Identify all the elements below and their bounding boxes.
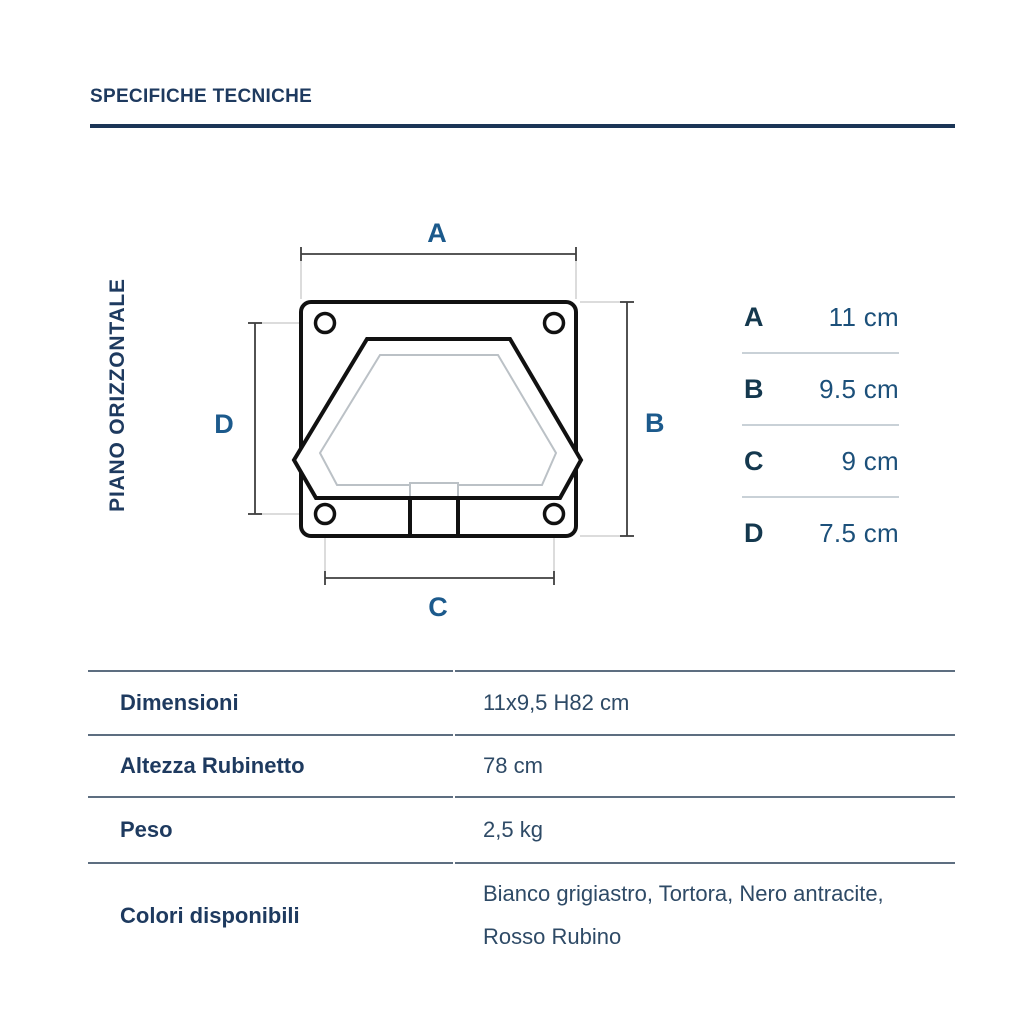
- dimension-value: 7.5 cm: [819, 517, 899, 548]
- dimension-row: [742, 498, 899, 568]
- dimension-label: B: [744, 373, 764, 404]
- plane-view-label: PIANO ORIZZONTALE: [106, 278, 129, 512]
- dimension-label: A: [744, 301, 764, 332]
- spec-label: Colori disponibili: [120, 903, 300, 928]
- dimension-row: [742, 354, 899, 426]
- spec-row: [88, 796, 955, 862]
- spec-value: 11x9,5 H82 cm: [483, 689, 630, 715]
- horizontal-plane-diagram: [180, 195, 700, 635]
- dim-letter-d: D: [214, 409, 234, 439]
- spec-value: 78 cm: [483, 752, 543, 778]
- spec-value: 2,5 kg: [483, 816, 543, 842]
- dimension-row: [742, 426, 899, 498]
- dimension-value: 9.5 cm: [819, 373, 899, 404]
- spec-label: Altezza Rubinetto: [120, 753, 305, 778]
- spec-value: Bianco grigiastro, Tortora, Nero antracite, Rosso Rubino: [483, 881, 884, 949]
- mounting-hole-bottom-right: [545, 505, 564, 524]
- dimension-row: [742, 282, 899, 354]
- mounting-hole-top-right: [545, 314, 564, 333]
- dim-letter-b: B: [645, 408, 665, 438]
- spec-label: Dimensioni: [120, 690, 239, 715]
- title-rule: [90, 124, 955, 128]
- specs-table: [88, 670, 955, 968]
- mounting-hole-bottom-left: [316, 505, 335, 524]
- dimension-label: D: [744, 517, 764, 548]
- spec-row: [88, 670, 955, 734]
- dim-letter-a: A: [427, 218, 447, 248]
- dimension-table: [742, 282, 899, 568]
- page-title: SPECIFICHE TECNICHE: [90, 86, 313, 107]
- spec-row: [88, 862, 955, 968]
- dim-letter-c: C: [428, 592, 448, 622]
- dimension-label: C: [744, 445, 764, 476]
- mounting-hole-top-left: [316, 314, 335, 333]
- spec-label: Peso: [120, 817, 173, 842]
- dimension-value: 11 cm: [828, 301, 899, 332]
- dimension-value: 9 cm: [841, 445, 899, 476]
- spec-row: [88, 734, 955, 796]
